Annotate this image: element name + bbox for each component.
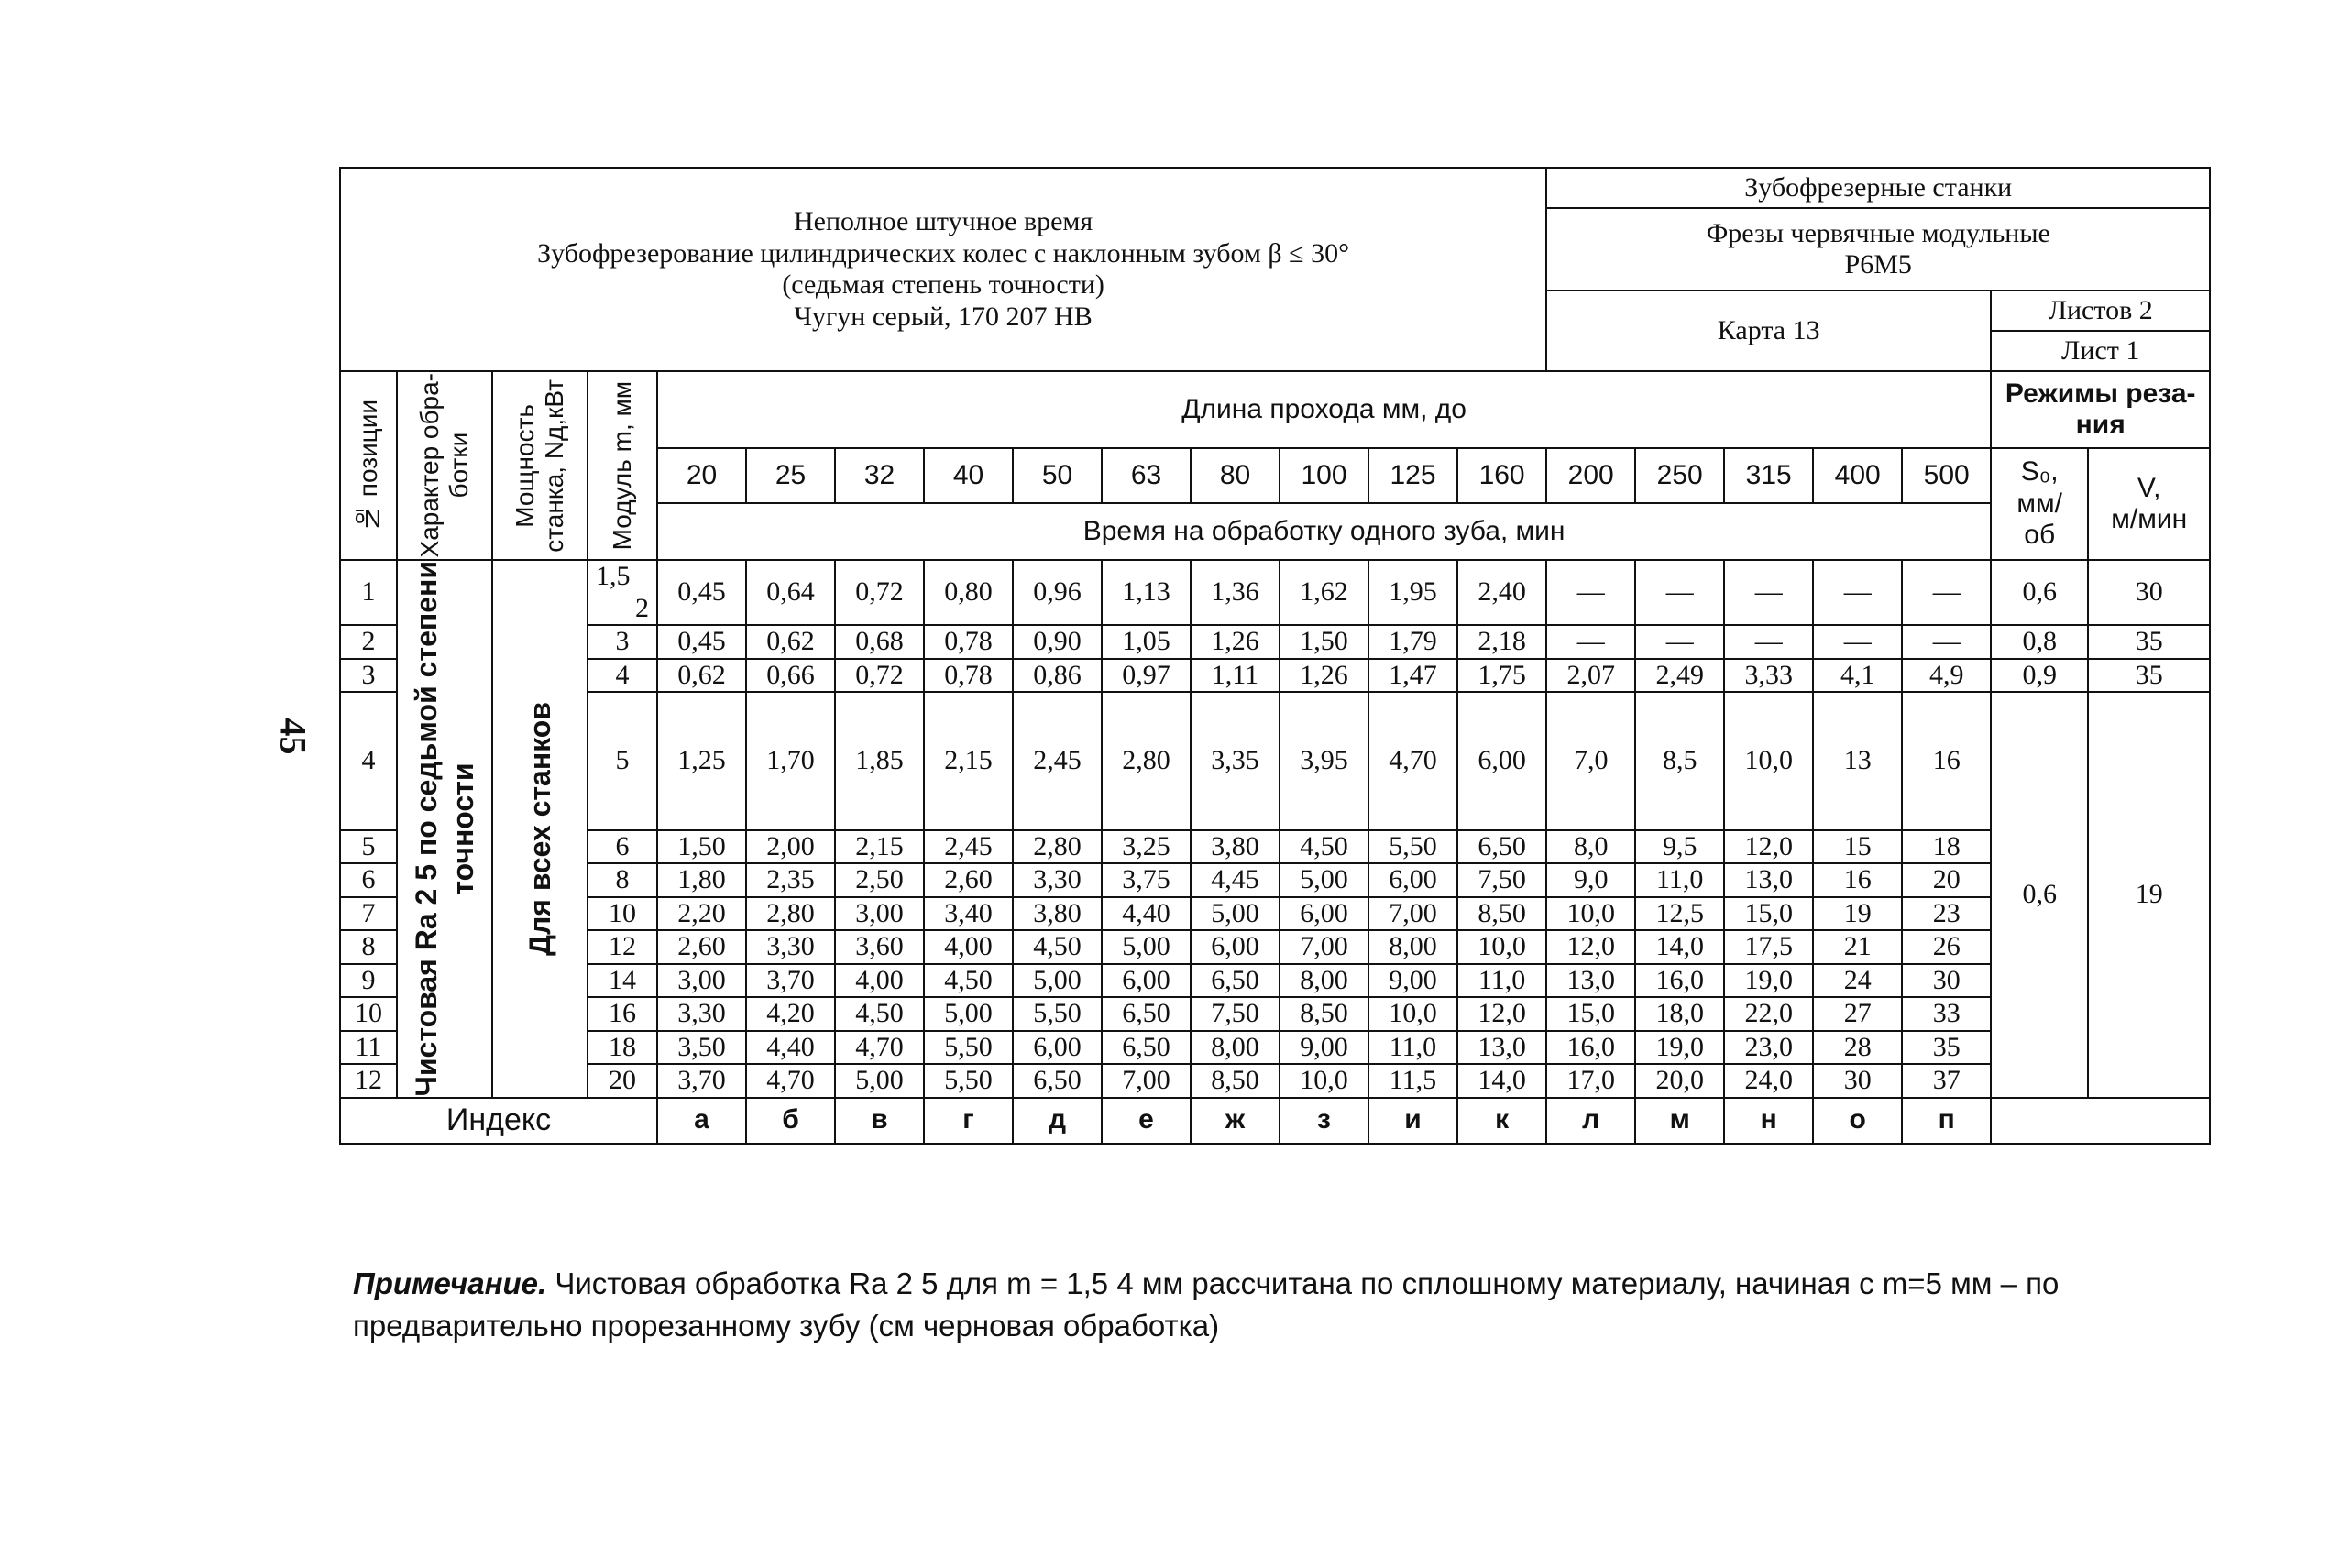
index-letter: л [1546,1098,1635,1144]
index-label: Индекс [340,1098,657,1144]
time-cell: 1,11 [1191,659,1280,693]
time-cell: 4,40 [1102,897,1191,931]
time-cell: 5,50 [924,1064,1013,1098]
position-cell: 3 [340,659,397,693]
index-letter: ж [1191,1098,1280,1144]
time-cell: 10,0 [1457,930,1546,964]
index-letter: е [1102,1098,1191,1144]
footnote [353,1263,2214,1346]
time-cell: 6,00 [1368,863,1457,897]
time-cell: 11,0 [1635,863,1724,897]
time-cell: 0,45 [657,625,746,659]
time-cell: 2,45 [924,830,1013,864]
time-cell: 4,70 [835,1031,924,1065]
table-row [340,560,2210,625]
time-cell: 12,0 [1457,997,1546,1031]
length-header-63: 63 [1102,448,1191,503]
module-value-a: 1,5 [596,561,631,591]
time-cell: — [1902,560,1991,625]
time-cell: 1,36 [1191,560,1280,625]
index-letter: и [1368,1098,1457,1144]
time-cell: 4,70 [746,1064,835,1098]
index-letter: п [1902,1098,1991,1144]
time-cell: 3,60 [835,930,924,964]
index-letter: б [746,1098,835,1144]
time-cell: 3,35 [1191,692,1280,830]
time-cell: 35 [1902,1031,1991,1065]
time-cell: 3,00 [657,964,746,998]
time-cell: 5,50 [1013,997,1102,1031]
time-cell: 17,0 [1546,1064,1635,1098]
sheets-total: Листов 2 [1991,291,2210,331]
time-cell: 5,00 [1102,930,1191,964]
time-cell: 2,80 [746,897,835,931]
time-cell: 4,9 [1902,659,1991,693]
time-cell: 1,26 [1280,659,1368,693]
module-cell: 12 [588,930,657,964]
time-cell: 8,5 [1635,692,1724,830]
v-cell: 35 [2088,625,2210,659]
module-cell: 10 [588,897,657,931]
time-cell: 33 [1902,997,1991,1031]
v-cell: 30 [2088,560,2210,625]
length-header-100: 100 [1280,448,1368,503]
time-cell: 11,5 [1368,1064,1457,1098]
table-row [340,830,2210,864]
time-cell: 9,00 [1368,964,1457,998]
page-number: 45 [272,718,314,755]
time-cell: — [1546,560,1635,625]
time-cell: 7,0 [1546,692,1635,830]
position-cell: 6 [340,863,397,897]
time-cell: 2,45 [1013,692,1102,830]
table-row [340,1031,2210,1065]
time-cell: — [1635,560,1724,625]
time-cell: 26 [1902,930,1991,964]
footnote-label: Примечание. [353,1266,547,1300]
time-cell: 14,0 [1635,930,1724,964]
time-cell: 3,95 [1280,692,1368,830]
index-row [340,1098,2210,1144]
table-row [340,897,2210,931]
length-header-50: 50 [1013,448,1102,503]
table-title [340,168,1546,371]
time-cell: 7,50 [1457,863,1546,897]
length-header-20: 20 [657,448,746,503]
time-cell: 1,95 [1368,560,1457,625]
length-header-400: 400 [1813,448,1902,503]
time-cell: 1,26 [1191,625,1280,659]
time-cell: 13,0 [1724,863,1813,897]
time-cell: 30 [1902,964,1991,998]
table-row [340,659,2210,693]
time-cell: 5,50 [924,1031,1013,1065]
time-cell: 19,0 [1724,964,1813,998]
time-cell: 2,00 [746,830,835,864]
time-cell: 24,0 [1724,1064,1813,1098]
time-cell: 18,0 [1635,997,1724,1031]
time-norms-table [339,167,2211,1145]
time-cell: 7,00 [1368,897,1457,931]
time-cell: 28 [1813,1031,1902,1065]
col-s-header: S₀, мм/ об [1991,448,2088,560]
time-cell: 9,5 [1635,830,1724,864]
time-cell: 5,00 [835,1064,924,1098]
time-cell: 15,0 [1724,897,1813,931]
col-module [588,371,657,560]
time-cell: 13 [1813,692,1902,830]
time-cell: 23,0 [1724,1031,1813,1065]
time-cell: 1,80 [657,863,746,897]
time-cell: 18 [1902,830,1991,864]
position-cell: 1 [340,560,397,625]
module-value-b: 2 [635,592,649,623]
index-letter: а [657,1098,746,1144]
title-line-3: (седьмая степень точности) [782,269,1104,300]
time-cell: 0,64 [746,560,835,625]
time-cell: 12,0 [1546,930,1635,964]
time-cell: 6,00 [1457,692,1546,830]
time-cell: 3,00 [835,897,924,931]
time-cell: 0,62 [657,659,746,693]
time-cell: — [1902,625,1991,659]
position-cell: 11 [340,1031,397,1065]
length-header-25: 25 [746,448,835,503]
position-cell: 9 [340,964,397,998]
length-header-200: 200 [1546,448,1635,503]
module-cell: 8 [588,863,657,897]
time-cell: 1,47 [1368,659,1457,693]
table-row [340,625,2210,659]
tool-line-2: Р6М5 [1844,249,1912,280]
table-row [340,863,2210,897]
time-cell: 13,0 [1457,1031,1546,1065]
length-header-500: 500 [1902,448,1991,503]
col-v-header: V, м/мин [2088,448,2210,560]
time-cell: 1,85 [835,692,924,830]
s-cell: 0,8 [1991,625,2088,659]
footnote-text: Чистовая обработка Ra 2 5 для m = 1,5 4 мм рассчитана по сплошному материалу, начиная с m=5 мм – по предварительно прорезанному зубу (см черновая обработка) [353,1266,2060,1343]
time-cell: 5,00 [924,997,1013,1031]
table-row [340,1064,2210,1098]
time-cell: 19 [1813,897,1902,931]
time-cell: 1,50 [1280,625,1368,659]
time-cell: 2,60 [924,863,1013,897]
time-cell: 2,15 [835,830,924,864]
time-cell: 6,00 [1280,897,1368,931]
table-row [340,997,2210,1031]
time-cell: 0,45 [657,560,746,625]
time-cell: 0,68 [835,625,924,659]
time-cell: 8,00 [1280,964,1368,998]
time-cell: 1,05 [1102,625,1191,659]
time-cell: 2,50 [835,863,924,897]
table-row [340,964,2210,998]
time-cell: 3,70 [657,1064,746,1098]
time-cell: 30 [1813,1064,1902,1098]
col-module-label: Модуль m, мм [607,380,636,551]
power-text: Для всех станков [523,701,556,956]
time-cell: 12,5 [1635,897,1724,931]
tool-type [1546,208,2210,291]
time-cell: 11,0 [1368,1031,1457,1065]
time-cell: 4,50 [1280,830,1368,864]
time-cell: — [1546,625,1635,659]
time-cell: 8,50 [1191,1064,1280,1098]
time-cell: — [1724,625,1813,659]
time-cell: 16 [1813,863,1902,897]
position-cell: 8 [340,930,397,964]
time-cell: 9,0 [1546,863,1635,897]
col-power-label: Мощность станка, Nд,кВт [510,378,568,553]
length-header-32: 32 [835,448,924,503]
time-cell: 5,00 [1013,964,1102,998]
time-cell: 4,50 [924,964,1013,998]
position-cell: 10 [340,997,397,1031]
time-cell: 19,0 [1635,1031,1724,1065]
col-processing-label: Характер обра- ботки [414,373,473,558]
time-cell: 1,25 [657,692,746,830]
time-cell: 2,18 [1457,625,1546,659]
time-cell: 3,80 [1191,830,1280,864]
time-cell: 0,86 [1013,659,1102,693]
time-cell: 16,0 [1546,1031,1635,1065]
time-cell: 2,80 [1013,830,1102,864]
time-cell: 2,80 [1102,692,1191,830]
time-cell: 2,60 [657,930,746,964]
time-cell: 3,50 [657,1031,746,1065]
time-cell: 3,40 [924,897,1013,931]
power-cell [492,560,588,1098]
time-cell: 2,40 [1457,560,1546,625]
time-cell: 11,0 [1457,964,1546,998]
time-cell: 15,0 [1546,997,1635,1031]
time-cell: 16 [1902,692,1991,830]
processing-text: Чистовая Ra 2 5 по седьмой степени точности [410,561,479,1097]
time-cell: 4,40 [746,1031,835,1065]
position-cell: 12 [340,1064,397,1098]
index-letter: д [1013,1098,1102,1144]
time-cell: 24 [1813,964,1902,998]
time-cell: 13,0 [1546,964,1635,998]
norm-card [339,167,2209,1145]
time-cell: 20,0 [1635,1064,1724,1098]
module-cell: 5 [588,692,657,830]
sheet-number: Лист 1 [1991,331,2210,371]
time-cell: 0,78 [924,659,1013,693]
time-cell: 6,50 [1191,964,1280,998]
time-cell: 3,80 [1013,897,1102,931]
time-cell: 10,0 [1280,1064,1368,1098]
time-cell: 4,45 [1191,863,1280,897]
time-cell: 0,90 [1013,625,1102,659]
position-cell: 2 [340,625,397,659]
module-cell: 14 [588,964,657,998]
time-cell: 2,20 [657,897,746,931]
processing-cell [397,560,492,1098]
time-cell: 5,00 [1280,863,1368,897]
time-cell: 0,78 [924,625,1013,659]
time-cell: 8,0 [1546,830,1635,864]
time-cell: 6,50 [1013,1064,1102,1098]
col-power [492,371,588,560]
col-position [340,371,397,560]
time-cell: 5,00 [1191,897,1280,931]
index-letter: в [835,1098,924,1144]
time-cell: 6,00 [1102,964,1191,998]
col-processing [397,371,492,560]
length-header-125: 125 [1368,448,1457,503]
index-letter: м [1635,1098,1724,1144]
time-cell: 3,30 [1013,863,1102,897]
time-cell: 27 [1813,997,1902,1031]
time-cell: 8,50 [1457,897,1546,931]
time-cell: 1,70 [746,692,835,830]
module-cell [588,560,657,625]
col-modes-header: Режимы реза- ния [1991,371,2210,448]
time-cell: 2,07 [1546,659,1635,693]
time-cell: 2,35 [746,863,835,897]
module-cell: 6 [588,830,657,864]
module-cell: 20 [588,1064,657,1098]
time-cell: 10,0 [1368,997,1457,1031]
time-cell: 0,62 [746,625,835,659]
time-cell: 6,50 [1457,830,1546,864]
time-cell: 3,30 [746,930,835,964]
length-header-160: 160 [1457,448,1546,503]
time-cell: 4,20 [746,997,835,1031]
time-cell: 4,50 [1013,930,1102,964]
time-cell: 1,75 [1457,659,1546,693]
table-row [340,692,2210,830]
time-cell: — [1813,625,1902,659]
time-cell: 10,0 [1546,897,1635,931]
time-cell: 10,0 [1724,692,1813,830]
position-cell: 7 [340,897,397,931]
module-cell: 16 [588,997,657,1031]
title-line-2: Зубофрезерование цилиндрических колес с наклонным зубом β ≤ 30° [537,237,1350,269]
col-position-label: № позиции [353,399,382,532]
time-cell: 8,50 [1280,997,1368,1031]
time-cell: 7,00 [1280,930,1368,964]
module-cell: 3 [588,625,657,659]
time-cell: 3,25 [1102,830,1191,864]
time-cell: 0,80 [924,560,1013,625]
time-cell: 8,00 [1191,1031,1280,1065]
time-cell: 15 [1813,830,1902,864]
module-cell: 18 [588,1031,657,1065]
time-cell: 3,33 [1724,659,1813,693]
time-cell: — [1724,560,1813,625]
col-length-header: Длина прохода мм, до [657,371,1991,448]
v-cell: 35 [2088,659,2210,693]
time-cell: 17,5 [1724,930,1813,964]
index-letter: з [1280,1098,1368,1144]
index-letter: о [1813,1098,1902,1144]
card-number: Карта 13 [1546,291,1991,371]
time-cell: 20 [1902,863,1991,897]
time-cell: 8,00 [1368,930,1457,964]
time-cell: 6,50 [1102,1031,1191,1065]
s-cell: 0,6 [1991,560,2088,625]
length-header-40: 40 [924,448,1013,503]
module-cell: 4 [588,659,657,693]
time-cell: 3,30 [657,997,746,1031]
time-cell: 1,79 [1368,625,1457,659]
time-cell: 4,00 [835,964,924,998]
time-cell: 23 [1902,897,1991,931]
time-cell: 1,50 [657,830,746,864]
time-cell: 12,0 [1724,830,1813,864]
time-cell: 6,50 [1102,997,1191,1031]
v-shared-cell: 19 [2088,692,2210,1098]
position-cell: 4 [340,692,397,830]
time-cell: 4,1 [1813,659,1902,693]
time-cell: 7,00 [1102,1064,1191,1098]
time-cell: 1,13 [1102,560,1191,625]
time-cell: 4,70 [1368,692,1457,830]
index-letter: н [1724,1098,1813,1144]
time-cell: 4,00 [924,930,1013,964]
length-header-250: 250 [1635,448,1724,503]
machine-type: Зубофрезерные станки [1546,168,2210,208]
time-cell: 0,96 [1013,560,1102,625]
tool-line-1: Фрезы червячные модульные [1706,217,2050,248]
title-line-1: Неполное штучное время [793,206,1093,236]
time-cell: 0,66 [746,659,835,693]
time-cell: 0,72 [835,560,924,625]
length-header-80: 80 [1191,448,1280,503]
time-cell: 21 [1813,930,1902,964]
time-cell: 6,00 [1013,1031,1102,1065]
time-cell: 1,62 [1280,560,1368,625]
index-empty-cell [1991,1098,2210,1144]
col-time-header: Время на обработку одного зуба, мин [657,503,1991,560]
table-row [340,930,2210,964]
position-cell: 5 [340,830,397,864]
index-letter: к [1457,1098,1546,1144]
time-cell: 22,0 [1724,997,1813,1031]
time-cell: 2,15 [924,692,1013,830]
time-cell: 4,50 [835,997,924,1031]
time-cell: 0,72 [835,659,924,693]
time-cell: 16,0 [1635,964,1724,998]
time-cell: 5,50 [1368,830,1457,864]
time-cell: 0,97 [1102,659,1191,693]
time-cell: 2,49 [1635,659,1724,693]
s-shared-cell: 0,6 [1991,692,2088,1098]
time-cell: 3,75 [1102,863,1191,897]
title-line-4: Чугун серый, 170 207 НВ [794,301,1093,332]
time-cell: 14,0 [1457,1064,1546,1098]
time-cell: — [1635,625,1724,659]
time-cell: 9,00 [1280,1031,1368,1065]
time-cell: 6,00 [1191,930,1280,964]
time-cell: — [1813,560,1902,625]
index-letter: г [924,1098,1013,1144]
length-header-315: 315 [1724,448,1813,503]
time-cell: 7,50 [1191,997,1280,1031]
time-cell: 3,70 [746,964,835,998]
s-cell: 0,9 [1991,659,2088,693]
time-cell: 37 [1902,1064,1991,1098]
